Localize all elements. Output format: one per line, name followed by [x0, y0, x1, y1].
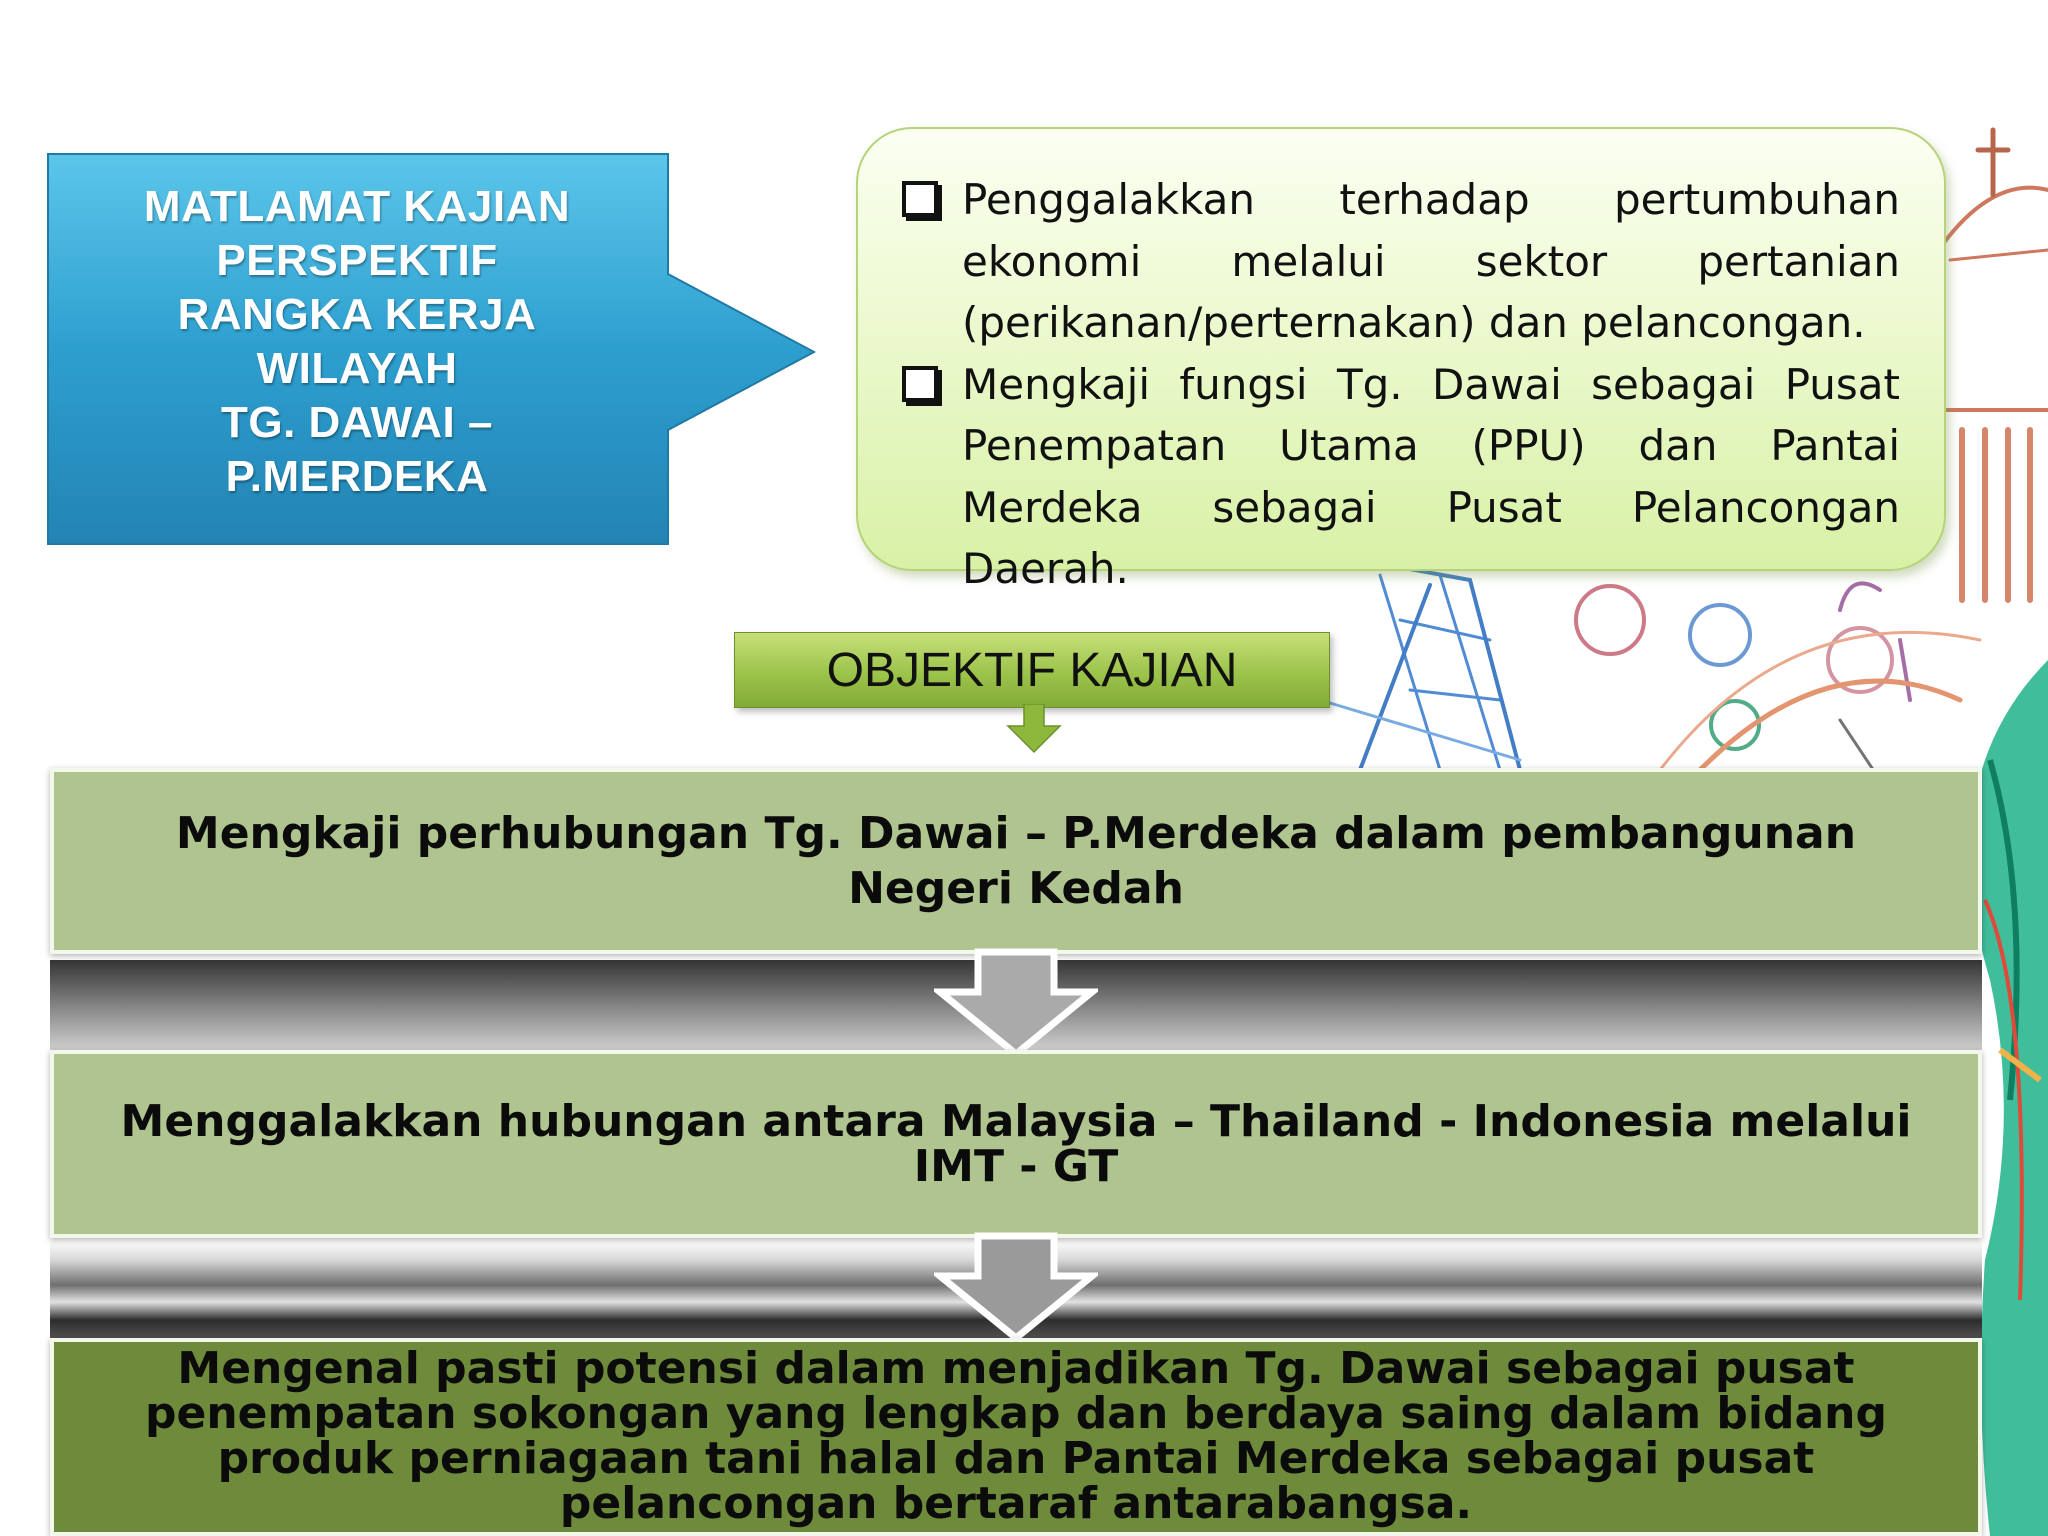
down-arrow-icon [1006, 704, 1062, 754]
goal-callout [62, 180, 652, 504]
goal-line: MATLAMAT KAJIAN [143, 182, 571, 231]
objective-text: Mengenal pasti potensi dalam menjadikan Tg. Dawai sebagai pusat penempatan sokongan yang lengkap dan berdaya saing dalam bidang produk perniagaan tani halal dan Pantai Merdeka sebagai pusat pelancongan bertaraf antarabangsa. [144, 1343, 1888, 1529]
aim-text: Mengkaji fungsi Tg. Dawai sebagai Pusat Penempatan Utama (PPU) dan Pantai Merdeka sebagai Pusat Pelancongan Daerah. [962, 359, 1900, 593]
checkbox-bullet-icon [902, 181, 938, 217]
aim-item [902, 169, 1900, 354]
goal-line: TG. DAWAI – [221, 398, 493, 447]
objective-bar [50, 768, 1982, 954]
chevron-down-icon [934, 948, 1098, 1058]
aim-text: Penggalakkan terhadap pertumbuhan ekonomi melalui sektor pertanian (perikanan/perternakan) dan pelancongan. [962, 175, 1900, 347]
checkbox-bullet-icon [902, 366, 938, 402]
objective-text: Menggalakkan hubungan antara Malaysia – Thailand - Indonesia melalui IMT - GT [120, 1096, 1912, 1192]
goal-line: WILAYAH [256, 344, 458, 393]
goal-line: PERSPEKTIF [216, 236, 498, 285]
aims-box [856, 127, 1946, 593]
aims-list [858, 129, 1944, 600]
goal-line: RANGKA KERJA [177, 290, 537, 339]
objective-bar [50, 1338, 1982, 1536]
goal-line: P.MERDEKA [225, 452, 489, 501]
aim-item [902, 354, 1900, 600]
chevron-down-icon [934, 1232, 1098, 1342]
objective-bar [50, 1050, 1982, 1238]
objective-text: Mengkaji perhubungan Tg. Dawai – P.Merdeka dalam pembangunan Negeri Kedah [175, 808, 1857, 914]
objective-label: OBJEKTIF KAJIAN [734, 632, 1330, 708]
